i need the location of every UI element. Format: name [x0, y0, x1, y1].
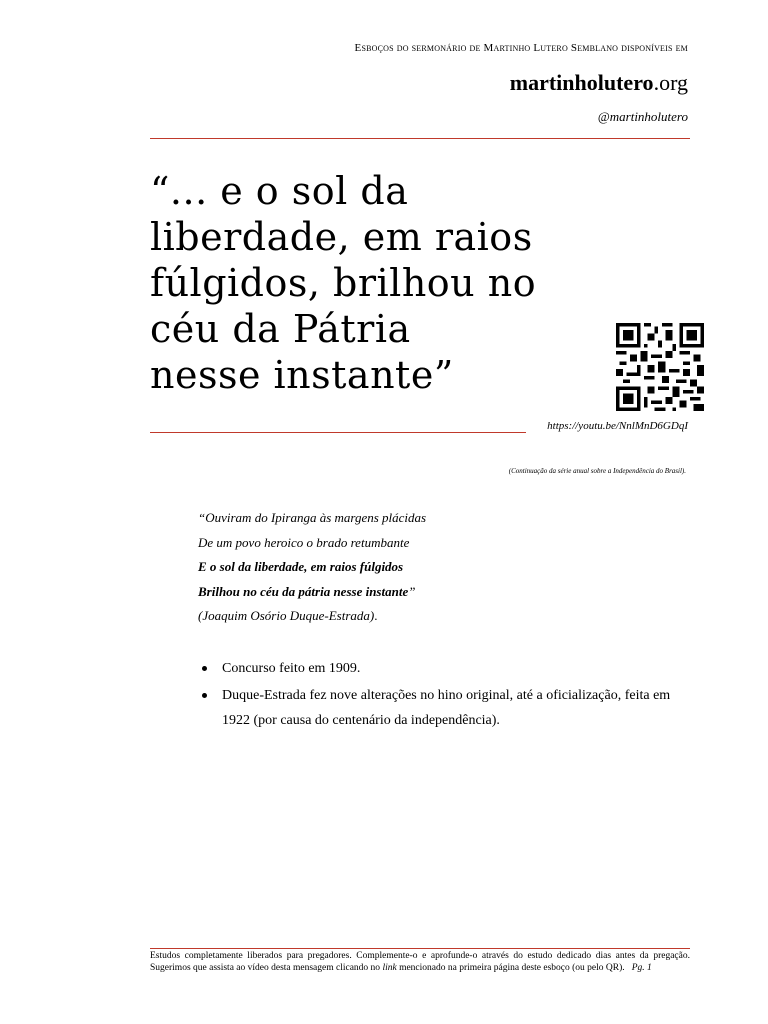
list-item: Concurso feito em 1909.: [200, 656, 700, 681]
title-line: fúlgidos, brilhou no: [150, 261, 537, 305]
title-line: nesse instante”: [150, 353, 454, 397]
header-tagline: Esboços do sermonário de Martinho Lutero Semblano disponíveis em: [354, 42, 688, 54]
title-line: “... e o sol da: [150, 169, 409, 213]
header-divider: [150, 138, 690, 139]
page-number: Pg. 1: [631, 963, 652, 973]
title-line: liberdade, em raios: [150, 215, 533, 259]
footer-text-end: mencionado na primeira página deste esboço (ou pelo QR).: [396, 963, 625, 973]
site-name-suffix: .org: [653, 70, 688, 95]
attribution-period: .: [374, 608, 378, 623]
site-name[interactable]: [510, 70, 688, 96]
anthem-quote: [198, 506, 426, 629]
list-item: Duque-Estrada fez nove alterações no hino original, até a oficialização, feita em 1922 (por causa do centenário da independência).: [200, 683, 700, 733]
bullet-list: [200, 656, 700, 735]
footer-divider: [150, 948, 690, 949]
series-note: (Continuação da série anual sobre a Independência do Brasil).: [508, 467, 686, 475]
quote-close-mark: ”: [408, 583, 416, 599]
footer-text: Estudos completamente liberados para pregadores. Complemente-o e aprofunde-o através do estudo dedicado dias antes da pregação. Sugerimos que assista ao vídeo desta mensagem clicando no: [150, 951, 690, 973]
social-handle[interactable]: @martinholutero: [597, 109, 688, 124]
site-name-bold: martinholutero: [509, 70, 654, 95]
footer-note: [150, 950, 690, 974]
quote-line: De um povo heroico o brado retumbante: [198, 534, 410, 550]
quote-line-bold: Brilhou no céu da pátria nesse instante: [198, 583, 409, 599]
footer-link-word: link: [382, 963, 397, 973]
quote-line: “Ouviram do Ipiranga às margens plácidas: [198, 510, 427, 525]
title-divider: [150, 432, 526, 433]
quote-attribution: (Joaquim Osório Duque-Estrada): [198, 608, 375, 623]
quote-line-bold: E o sol da liberdade, em raios fúlgidos: [198, 559, 404, 574]
page-title: [150, 168, 620, 398]
title-line: céu da Pátria: [150, 307, 411, 351]
qr-code-icon[interactable]: [614, 323, 706, 411]
video-link[interactable]: https://youtu.be/NnlMnD6GDqI: [547, 420, 688, 432]
